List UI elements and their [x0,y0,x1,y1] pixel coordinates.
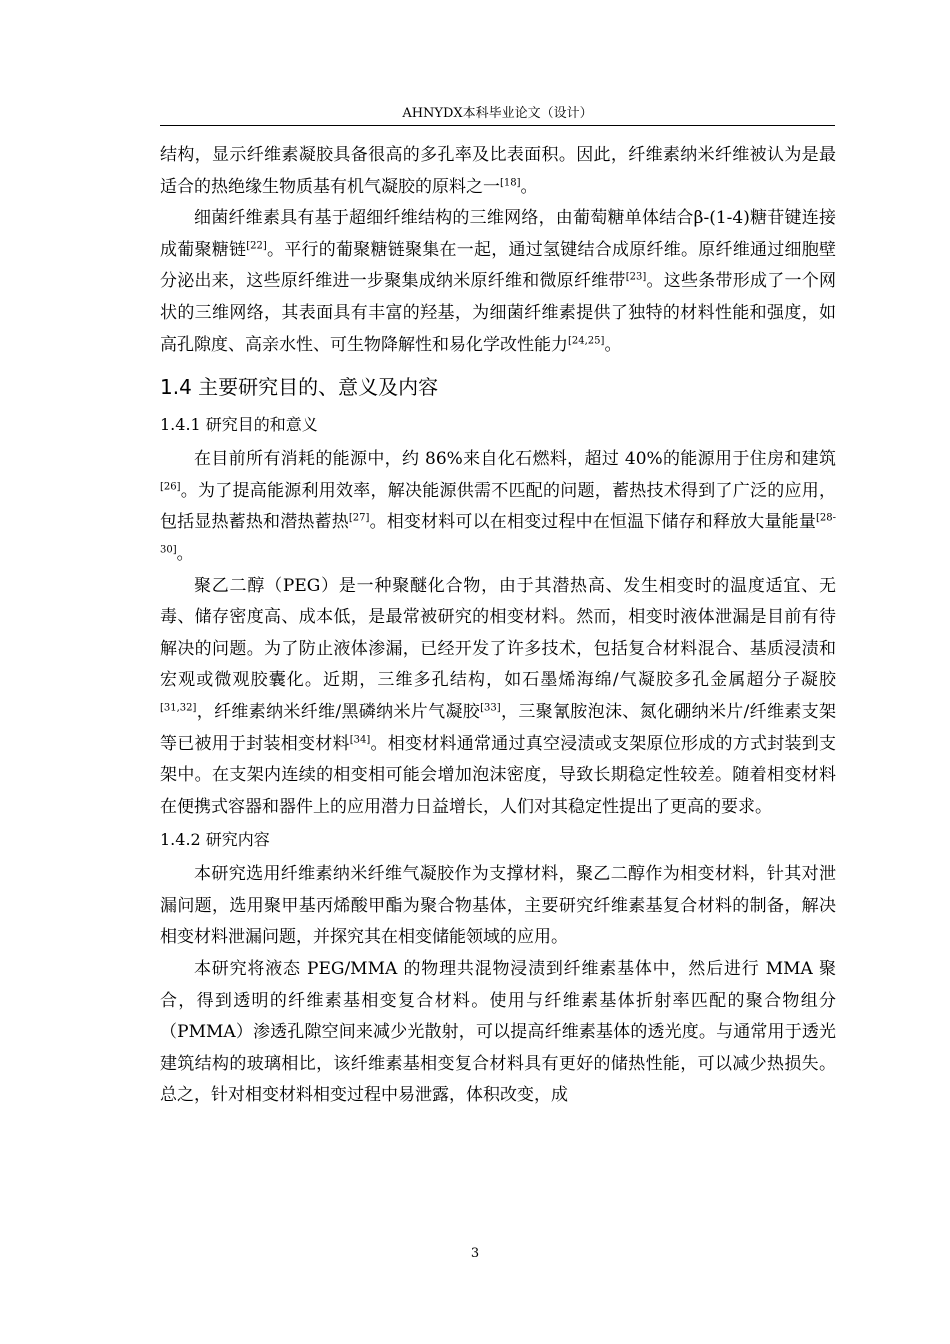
paragraph-text: 。相变材料可以在相变过程中在恒温下储存和释放大量能量 [369,512,816,533]
paragraph-text: 。为了提高能源利用效率，解决能源供需不匹配的问题，蓄热技术得到了广泛的应用，包括显热蓄热和潜热蓄热 [160,480,836,533]
paragraph-text: 。 [520,176,538,197]
paragraph-text: 结构，显示纤维素凝胶具备很高的多孔率及比表面积。因此，纤维素纳米纤维被认为是最适合的热绝缘生物质基有机气凝胶的原料之一 [160,145,836,197]
citation: [27] [348,512,370,524]
paragraph [160,140,836,203]
paragraph [160,571,836,824]
citation: [31,32] [160,702,197,714]
header-rule [160,125,835,126]
subsection-heading: 1.4.2 研究内容 [160,830,270,850]
paragraph-text: 细菌纤维素具有基于超细纤维结构的三维网络，由葡萄糖单体结合β-(1-4)糖苷键连接成葡聚糖链 [160,208,836,260]
citation: [26] [160,481,181,493]
page-number: 3 [470,1246,480,1261]
section-heading: 1.4 主要研究目的、意义及内容 [160,375,439,400]
citation: [22] [246,240,267,252]
paragraph-text: 。 [604,334,622,355]
citation: [28-30] [160,512,837,556]
paragraph-text: 。这些条带形成了一个网状的三维网络，其表面具有丰富的羟基，为细菌纤维素提供了独特的材料性能和强度，如高孔隙度、高亲水性、可生物降解性和易化学改性能力 [160,271,837,355]
paragraph-text: ，三聚氰胺泡沫、氮化硼纳米片/纤维素支架等已被用于封装相变材料 [160,701,836,754]
citation: [33] [480,702,501,714]
paragraph-text: 聚乙二醇（PEG）是一种聚醚化合物，由于其潜热高、发生相变时的温度适宜、无毒、储存密度高、成本低，是最常被研究的相变材料。然而，相变时液体泄漏是目前有待解决的问题。为了防止液体渗漏，已经开发了许多技术，包括复合材料混合、基质浸渍和宏观或微观胶囊化。近期，三维多孔结构，如石墨烯海绵/气凝胶多孔金属超分子凝胶 [160,575,836,691]
body-text [160,140,836,1112]
paragraph: 本研究将液态 PEG/MMA 的物理共混物浸渍到纤维素基体中，然后进行 MMA 聚合，得到透明的纤维素基相变复合材料。使用与纤维素基体折射率匹配的聚合物组分（PMMA）渗透孔隙空间来减少光散射，可以提高纤维素基体的透光度。与通常用于透光建筑结构的玻璃相比，该纤维素基相变复合材料具有更好的储热性能，可以减少热损失。总之，针对相变材料相变过程中易泄露，体积改变，成 [160,959,836,1106]
paragraph [160,203,836,361]
paragraph-text: 。平行的葡聚糖链聚集在一起，通过氢键结合成原纤维。原纤维通过细胞壁分泌出来，这些原纤维进一步聚集成纳米原纤维和微原纤维带 [160,239,837,292]
running-header: AHNYDX本科毕业论文（设计） [402,106,593,121]
paragraph-text: 在目前所有消耗的能源中，约 86%来自化石燃料，超过 40%的能源用于住房和建筑 [194,449,836,470]
paragraph-text: 。相变材料通常通过真空浸渍或支架原位形成的方式封装到支架中。在支架内连续的相变相可能会增加泡沫密度，导致长期稳定性较差。随着相变材料在便携式容器和器件上的应用潜力日益增长，人们对其稳定性提出了更高的要求。 [160,733,837,817]
citation: [23] [625,271,647,283]
paragraph-text: 。 [176,543,194,564]
subsection-heading: 1.4.1 研究目的和意义 [160,415,318,435]
paragraph [160,444,836,570]
paragraph-text: ，纤维素纳米纤维/黑磷纳米片气凝胶 [196,701,481,722]
citation: [18] [500,176,521,188]
citation: [24,25] [568,334,605,346]
citation: [34] [349,733,371,745]
paragraph: 本研究选用纤维素纳米纤维气凝胶作为支撑材料，聚乙二醇作为相变材料，针其对泄漏问题，选用聚甲基丙烯酸甲酯为聚合物基体，主要研究纤维素基复合材料的制备，解决相变材料泄漏问题，并探究其在相变储能领域的应用。 [160,864,836,948]
